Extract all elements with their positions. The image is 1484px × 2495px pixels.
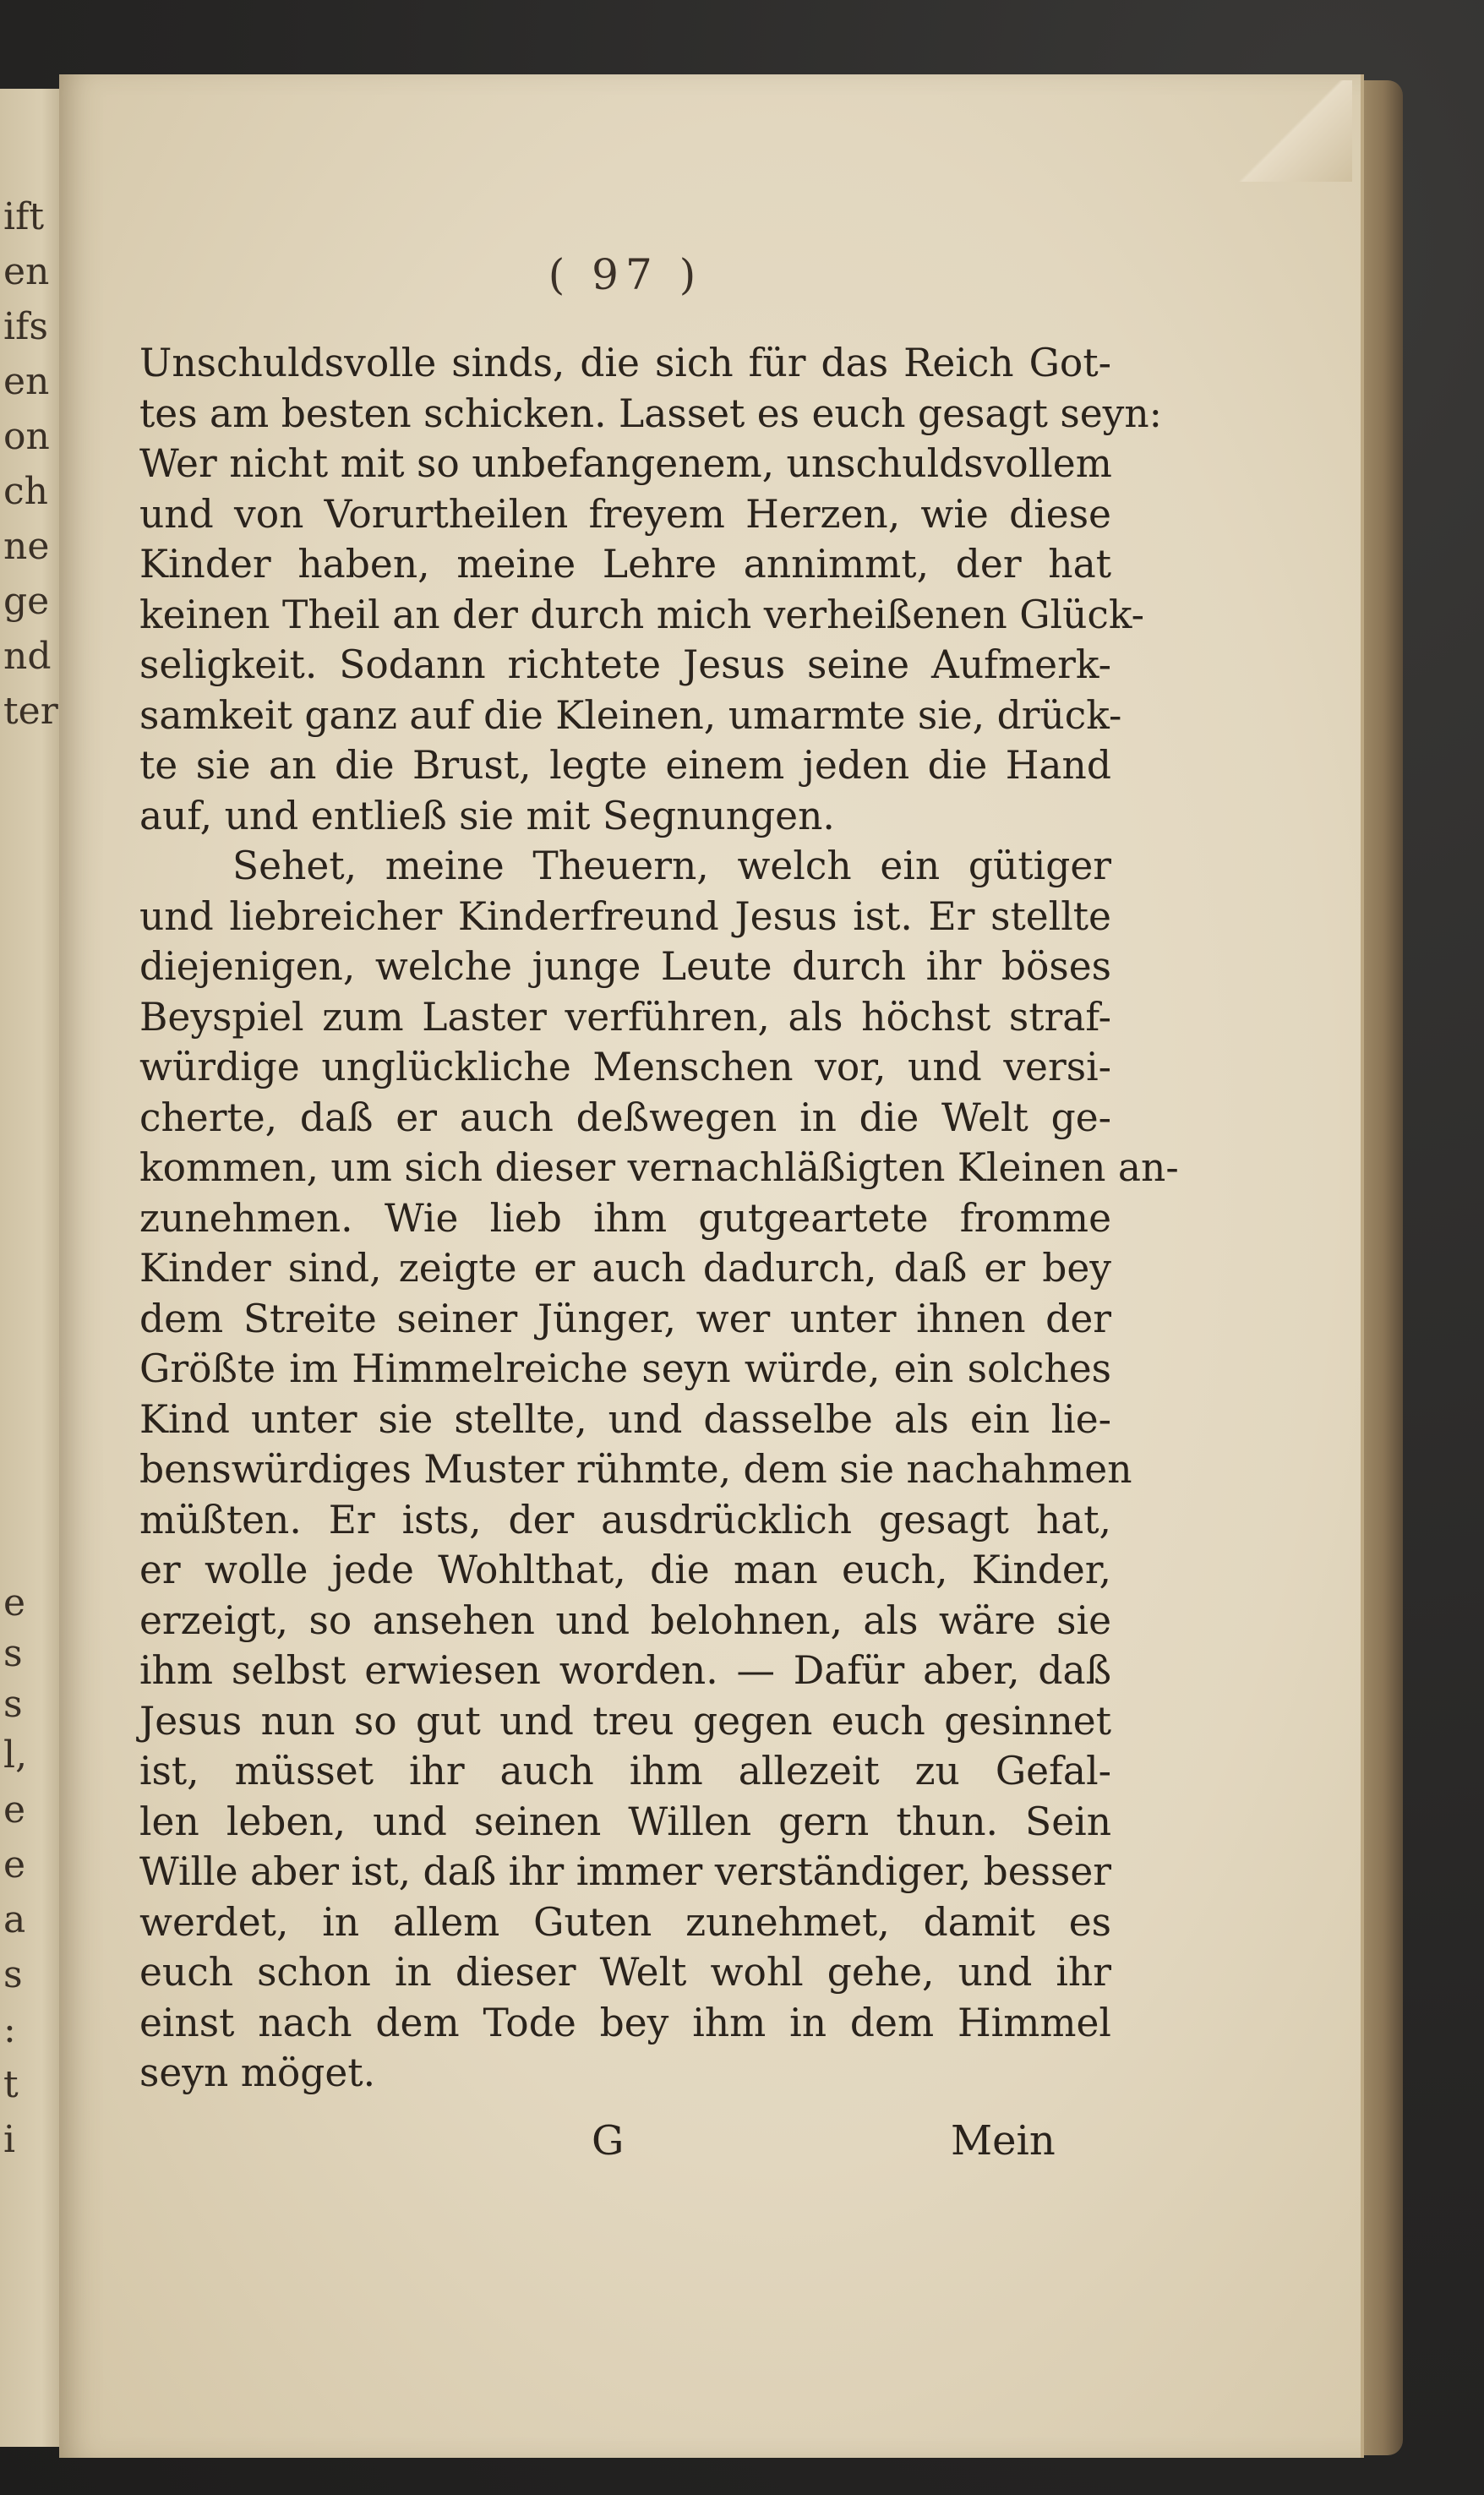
left-page-fragment: : [3, 2008, 16, 2051]
left-page-fragment: ge [3, 580, 50, 623]
left-page-fragment: ift [3, 195, 45, 238]
catchword: Mein [951, 2117, 1056, 2165]
left-page-fragment: on [3, 415, 50, 458]
text-line: Größte im Himmelreiche seyn würde, ein solches [139, 1346, 1111, 1391]
text-line: er wolle jede Wohlthat, die man euch, Kinder, [139, 1548, 1111, 1592]
text-line: len leben, und seinen Willen gern thun. Sein [139, 1799, 1111, 1844]
left-page-fragment: en [3, 360, 50, 403]
text-line: dem Streite seiner Jünger, wer unter ihnen der [139, 1296, 1111, 1341]
left-page-fragment: ne [3, 525, 50, 568]
left-page-fragment: en [3, 250, 50, 293]
left-page-fragment: s [3, 1632, 23, 1675]
text-line: erzeigt, so ansehen und belohnen, als wäre sie [139, 1597, 1111, 1643]
text-line: zunehmen. Wie lieb ihm gutgeartete fromme [139, 1195, 1111, 1241]
text-line: Sehet, meine Theuern, welch ein gütiger [232, 843, 1111, 888]
left-page-fragment: ter [3, 690, 58, 733]
text-line: te sie an die Brust, legte einem jeden die Hand [139, 743, 1111, 788]
text-line: keinen Theil an der durch mich verheißenen Glück- [139, 592, 1145, 637]
left-page-fragment: e [3, 1788, 26, 1832]
text-line: müßten. Er ists, der ausdrücklich gesagt hat, [139, 1497, 1111, 1542]
left-page-fragment: ch [3, 470, 48, 513]
left-page-fragment: ifs [3, 305, 48, 348]
page-number: ( 97 ) [548, 250, 703, 299]
text-line: Unschuldsvolle sinds, die sich für das Reich Got- [139, 341, 1111, 385]
left-page-fragment: i [3, 2118, 16, 2161]
text-line: Wille aber ist, daß ihr immer verständiger, besser [139, 1849, 1111, 1894]
text-line: Wer nicht mit so unbefangenem, unschuldsvollem [139, 441, 1112, 486]
text-line: samkeit ganz auf die Kleinen, umarmte sie, drück- [139, 692, 1122, 738]
text-line: cherte, daß er auch deßwegen in die Welt ge- [139, 1095, 1111, 1140]
text-line: seligkeit. Sodann richtete Jesus seine Aufmerk- [139, 642, 1111, 687]
text-line: Beyspiel zum Laster verführen, als höchst straf- [139, 994, 1111, 1040]
left-page-fragment: a [3, 1898, 26, 1941]
text-line: Jesus nun so gut und treu gegen euch gesinnet [139, 1698, 1111, 1744]
text-line: diejenigen, welche junge Leute durch ihr böses [139, 944, 1111, 989]
left-page-fragment: l, [3, 1733, 28, 1777]
text-line: Kinder sind, zeigte er auch dadurch, daß er bey [139, 1246, 1111, 1291]
text-line: würdige unglückliche Menschen vor, und versi- [139, 1045, 1111, 1089]
text-line: Kind unter sie stellte, und dasselbe als ein lie- [139, 1396, 1111, 1442]
text-line: ist, müsset ihr auch ihm allezeit zu Gefal- [139, 1749, 1111, 1793]
page-body-text [139, 338, 1179, 2099]
text-line: kommen, um sich dieser vernachläßigten Kleinen an- [139, 1145, 1179, 1190]
signature-mark: G [592, 2117, 625, 2165]
left-page-fragment: s [3, 1683, 23, 1726]
text-line: werdet, in allem Guten zunehmet, damit es [139, 1899, 1111, 1945]
left-page-fragment: s [3, 1953, 23, 1996]
left-page-fragment: e [3, 1843, 26, 1886]
text-line: tes am besten schicken. Lasset es euch gesagt seyn: [139, 390, 1162, 436]
left-page-fragment: t [3, 2063, 19, 2106]
text-line: und von Vorurtheilen freyem Herzen, wie diese [139, 491, 1111, 537]
left-page-fragment: nd [3, 635, 52, 678]
folded-corner [1234, 80, 1352, 182]
text-line: auf, und entließ sie mit Segnungen. [139, 793, 835, 838]
text-line: ihm selbst erwiesen worden. — Dafür aber, daß [139, 1648, 1111, 1693]
text-line: und liebreicher Kinderfreund Jesus ist. Er stellte [139, 893, 1111, 939]
text-line: euch schon in dieser Welt wohl gehe, und ihr [139, 1950, 1111, 1995]
text-line: benswürdiges Muster rühmte, dem sie nachahmen [139, 1447, 1132, 1492]
text-line: seyn möget. [139, 2050, 376, 2095]
text-line: Kinder haben, meine Lehre annimmt, der hat [139, 542, 1111, 587]
text-line: einst nach dem Tode bey ihm in dem Himmel [139, 2000, 1111, 2045]
left-page-fragment: e [3, 1581, 26, 1624]
